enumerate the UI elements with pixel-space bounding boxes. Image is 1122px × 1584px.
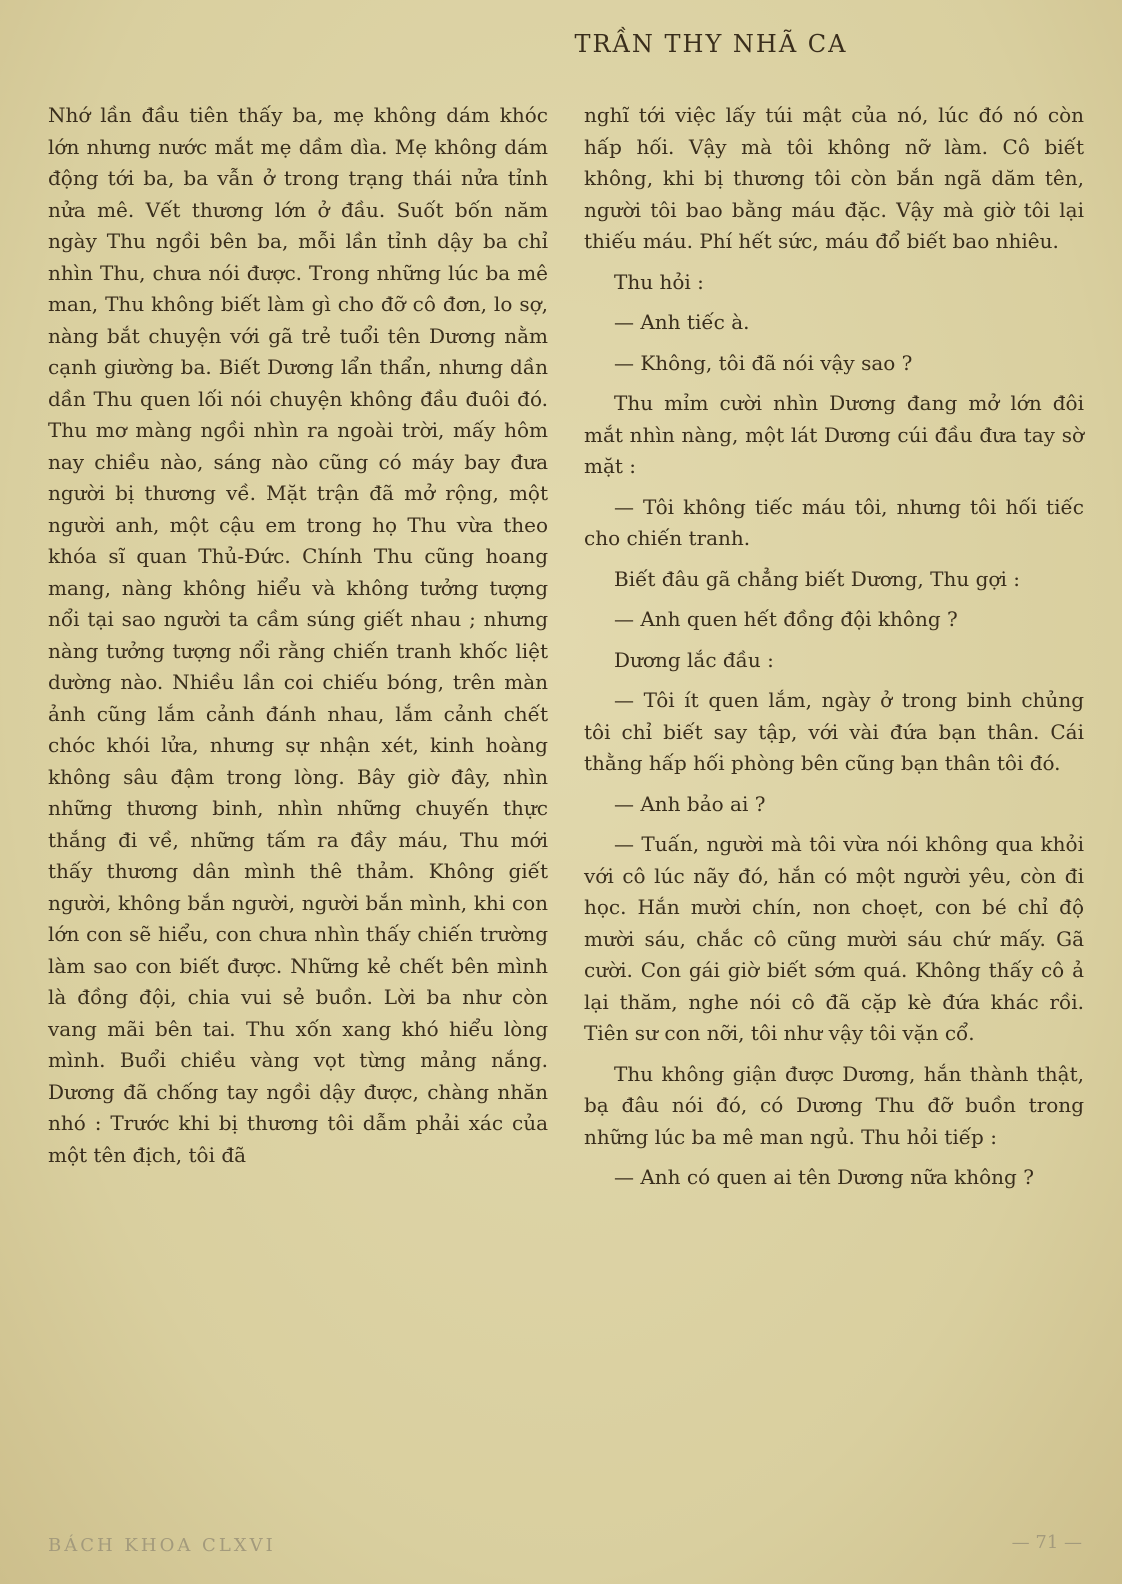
right-paragraph: — Tôi ít quen lắm, ngày ở trong binh chủng tôi chỉ biết say tập, với vài đứa bạn thân. Cái thằng hấp hối phòng bên cũng bạn thân tôi đó. — [584, 688, 1084, 775]
right-paragraph: Thu hỏi : — [614, 269, 704, 294]
publication-footer: BÁCH KHOA CLXVI — [48, 1535, 276, 1556]
right-paragraph: — Không, tôi đã nói vậy sao ? — [614, 350, 913, 375]
right-column — [584, 100, 1084, 1203]
right-paragraph: nghĩ tới việc lấy túi mật của nó, lúc đó nó còn hấp hối. Vậy mà tôi không nỡ làm. Cô biết không, khi bị thương tôi còn bắn ngã dăm tên, người tôi bao bằng máu đặc. Vậy mà giờ tôi lại thiếu máu. Phí hết sức, máu đổ biết bao nhiêu. — [584, 103, 1084, 253]
running-title: TRẦN THY NHÃ CA — [574, 30, 848, 58]
right-paragraph: — Anh quen hết đồng đội không ? — [614, 607, 958, 631]
right-paragraph: — Tuấn, người mà tôi vừa nói không qua khỏi với cô lúc nãy đó, hắn có một người yêu, còn đi học. Hắn mười chín, non choẹt, con bé chỉ độ mười sáu, chắc cô cũng mười sáu chứ mấy. Gã cười. Con gái giờ biết sớm quá. Không thấy cô ả lại thăm, nghe nói cô đã cặp kè đứa khác rồi. Tiên sư con nỡi, tôi như vậy tôi vặn cổ. — [584, 832, 1084, 1045]
right-paragraph: — Tôi không tiếc máu tôi, nhưng tôi hối tiếc cho chiến tranh. — [584, 494, 1084, 550]
right-paragraph: — Anh có quen ai tên Dương nữa không ? — [614, 1165, 1034, 1189]
right-paragraph: — Anh tiếc à. — [614, 310, 750, 334]
right-paragraph: Dương lắc đầu : — [614, 647, 774, 672]
page-number: — 71 — — [1011, 1532, 1082, 1553]
left-paragraph: Nhớ lần đầu tiên thấy ba, mẹ không dám khóc lớn nhưng nước mắt mẹ dầm dìa. Mẹ không dám động tới ba, ba vẫn ở trong trạng thái nửa tỉnh nửa mê. Vết thương lớn ở đầu. Suốt bốn năm ngày Thu ngồi bên ba, mỗi lần tỉnh dậy ba chỉ nhìn Thu, chưa nói được. Trong những lúc ba mê man, Thu không biết làm gì cho đỡ cô đơn, lo sợ, nàng bắt chuyện với gã trẻ tuổi tên Dương nằm cạnh giường ba. Biết Dương lẩn thẩn, nhưng dần dần Thu quen lối nói chuyện không đầu đuôi đó. Thu mơ màng ngồi nhìn ra ngoài trời, mấy hôm nay chiều nào, sáng nào cũng có máy bay đưa người bị thương về. Mặt trận đã mở rộng, một người anh, một cậu em trong họ Thu vừa theo khóa sĩ quan Thủ-Đức. Chính Thu cũng hoang mang, nàng không hiểu và không tưởng tượng nổi tại sao người ta cầm súng giết nhau ; nhưng nàng tưởng tượng nổi rằng chiến tranh khốc liệt dường nào. Nhiều lần coi chiếu bóng, trên màn ảnh cũng lắm cảnh đánh nhau, lắm cảnh chết chóc khói lửa, nhưng sự nhận xét, kinh hoàng không sâu đậm trong lòng. Bây giờ đây, nhìn những thương binh, nhìn những chuyến thực thắng đi về, những tấm ra đầy máu, Thu mới thấy thương dân mình thê thảm. Không giết người, không bắn người, người bắn mình, khi con lớn con sẽ hiểu, con chưa nhìn thấy chiến trường làm sao con biết được. Những kẻ chết bên mình là đồng đội, chia vui sẻ buồn. Lời ba như còn vang mãi bên tai. Thu xốn xang khó hiểu lòng mình. Buổi chiều vàng vọt từng mảng nắng. Dương đã chống tay ngồi dậy được, chàng nhăn nhó : Trước khi bị thương tôi dẫm phải xác của một tên địch, tôi đã — [48, 103, 548, 1167]
right-paragraph: Thu mỉm cười nhìn Dương đang mở lớn đôi mắt nhìn nàng, một lát Dương cúi đầu đưa tay sờ mặt : — [584, 391, 1084, 478]
right-paragraph: Thu không giận được Dương, hắn thành thật, bạ đâu nói đó, có Dương Thu đỡ buồn trong những lúc ba mê man ngủ. Thu hỏi tiếp : — [584, 1061, 1084, 1149]
right-paragraph: — Anh bảo ai ? — [614, 791, 766, 816]
running-header — [0, 30, 1122, 58]
right-paragraph: Biết đâu gã chẳng biết Dương, Thu gợi : — [614, 566, 1020, 591]
left-column — [48, 100, 548, 1180]
